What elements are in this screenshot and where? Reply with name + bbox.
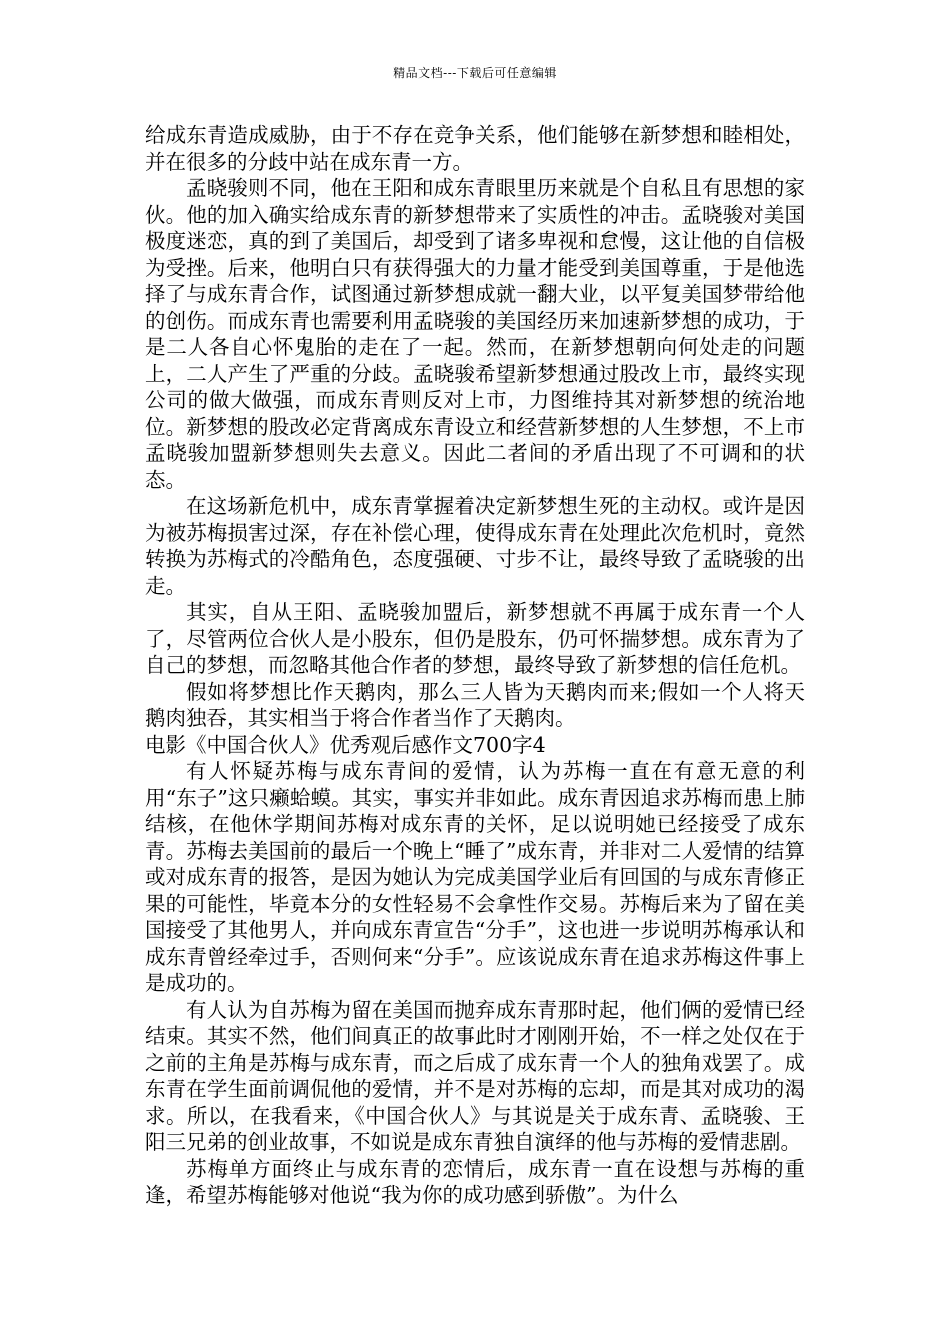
paragraph: 孟晓骏则不同，他在王阳和成东青眼里历来就是个自私且有思想的家伙。他的加入确实给成东青的新梦想带来了实质性的冲击。孟晓骏对美国极度迷恋，真的到了美国后，却受到了诸多卑视和怠慢，这让他的自信极为受挫。后来，他明白只有获得强大的力量才能受到美国尊重，于是他选择了与成东青合作，试图通过新梦想成就一翻大业，以平复美国梦带给他的创伤。而成东青也需要利用孟晓骏的美国经历来加速新梦想的成功，于是二人各自心怀鬼胎的走在了一起。然而，在新梦想朝向何处走的问题上，二人产生了严重的分歧。孟晓骏希望新梦想通过股改上市，最终实现公司的做大做强，而成东青则反对上市，力图维持其对新梦想的统治地位。新梦想的股改必定背离成东青设立和经营新梦想的人生梦想，不上市孟晓骏加盟新梦想则失去意义。因此二者间的矛盾出现了不可调和的状态。 bbox=[145, 176, 805, 492]
paragraph: 假如将梦想比作天鹅肉，那么三人皆为天鹅肉而来;假如一个人将天鹅肉独吞，其实相当于将合作者当作了天鹅肉。 bbox=[145, 679, 805, 730]
paragraph: 有人认为自苏梅为留在美国而抛弃成东青那时起，他们俩的爱情已经结束。其实不然，他们间真正的故事此时才刚刚开始，不一样之处仅在于之前的主角是苏梅与成东青，而之后成了成东青一个人的独角戏罢了。成东青在学生面前调侃他的爱情，并不是对苏梅的忘却，而是其对成功的渴求。所以，在我看来，《中国合伙人》与其说是关于成东青、孟晓骏、王阳三兄弟的创业故事，不如说是成东青独自演绎的他与苏梅的爱情悲剧。 bbox=[145, 997, 805, 1154]
document-body bbox=[145, 122, 805, 1209]
paragraph: 其实，自从王阳、孟晓骏加盟后，新梦想就不再属于成东青一个人了，尽管两位合伙人是小股东，但仍是股东，仍可怀揣梦想。成东青为了自己的梦想，而忽略其他合作者的梦想，最终导致了新梦想的信任危机。 bbox=[145, 600, 805, 677]
paragraph: 给成东青造成威胁，由于不存在竞争关系，他们能够在新梦想和睦相处，并在很多的分歧中站在成东青一方。 bbox=[145, 123, 805, 174]
paragraph: 在这场新危机中，成东青掌握着决定新梦想生死的主动权。或许是因为被苏梅损害过深，存在补偿心理，使得成东青在处理此次危机时，竟然转换为苏梅式的冷酷角色，态度强硬、寸步不让，最终导致了孟晓骏的出走。 bbox=[145, 494, 805, 598]
section-heading: 电影《中国合伙人》优秀观后感作文700字4 bbox=[145, 732, 546, 757]
page-header: 精品文档---下载后可任意编辑 bbox=[393, 66, 557, 80]
paragraph: 苏梅单方面终止与成东青的恋情后，成东青一直在设想与苏梅的重逢，希望苏梅能够对他说“我为你的成功感到骄傲”。为什么 bbox=[145, 1156, 805, 1207]
paragraph: 有人怀疑苏梅与成东青间的爱情，认为苏梅一直在有意无意的利用“东子”这只癞蛤蟆。其实，事实并非如此。成东青因追求苏梅而患上肺结核，在他休学期间苏梅对成东青的关怀，足以说明她已经接受了成东青。苏梅去美国前的最后一个晚上“睡了”成东青，并非对二人爱情的结算或对成东青的报答，是因为她认为完成美国学业后有回国的与成东青修正果的可能性，毕竟本分的女性轻易不会拿性作交易。苏梅后来为了留在美国接受了其他男人，并向成东青宣告“分手”，这也进一步说明苏梅承认和成东青曾经牵过手，否则何来“分手”。应该说成东青在追求苏梅这件事上是成功的。 bbox=[145, 759, 805, 995]
